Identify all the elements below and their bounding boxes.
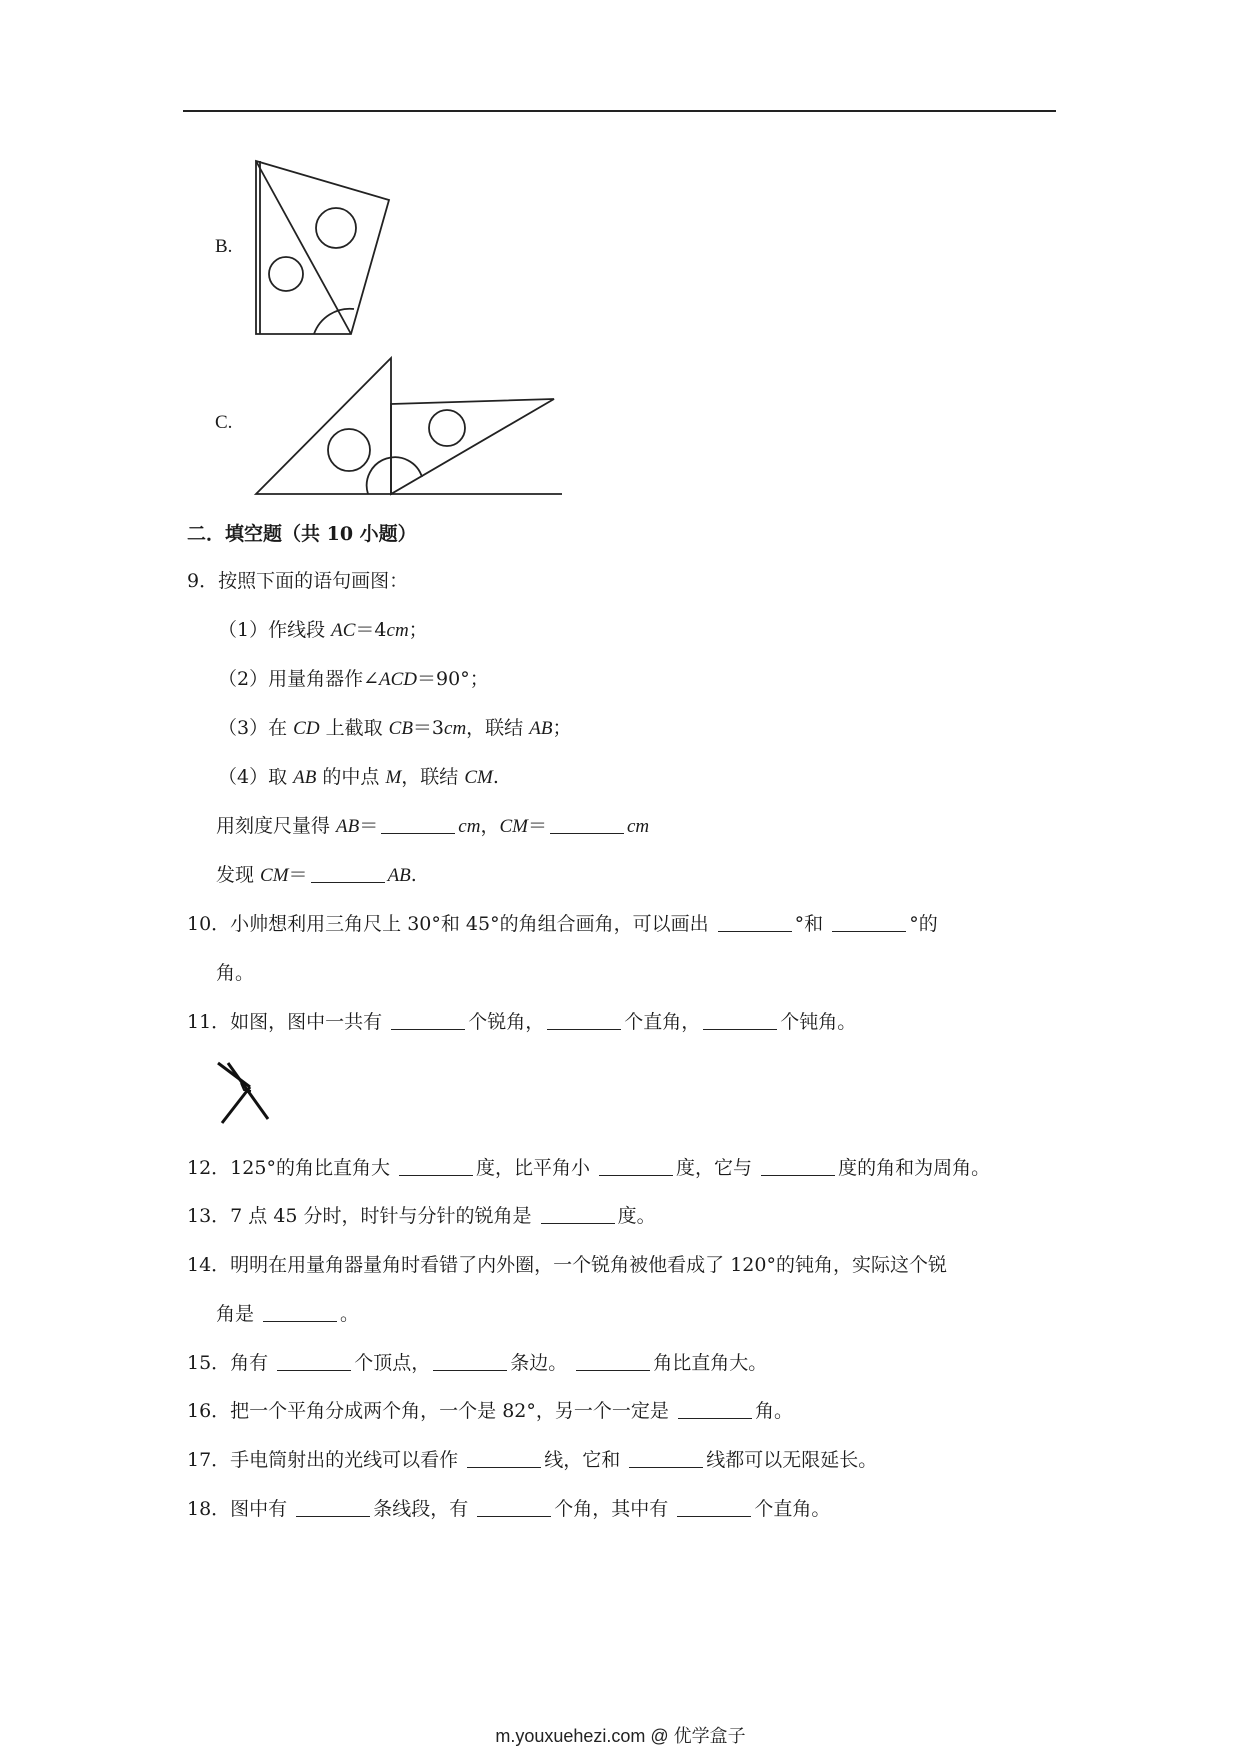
q10-line1: 10．小帅想利用三角尺上 30°和 45°的角组合画角，可以画出 °和 °的 [187, 913, 938, 935]
q16: 16．把一个平角分成两个角，一个是 82°，另一个一定是 角。 [187, 1400, 793, 1422]
option-c-label: C. [215, 412, 233, 433]
footer-watermark: m.youxuehezi.com @ 优学盒子 [495, 1726, 746, 1746]
answer-blank[interactable] [677, 1498, 751, 1517]
answer-blank[interactable] [381, 815, 455, 834]
q9-intro: 9．按照下面的语句画图： [187, 570, 409, 592]
option-c-figure [250, 352, 562, 500]
circle-hole-small [269, 257, 303, 291]
q13: 13．7 点 45 分时，时针与分针的锐角是 度。 [187, 1205, 656, 1227]
q9-step3: （3）在 CD 上截取 CB＝3cm，联结 AB； [218, 717, 572, 739]
q9-step1: （1）作线段 AC＝4cm； [218, 619, 428, 641]
circle-hole-left [328, 429, 370, 471]
answer-blank[interactable] [547, 1011, 621, 1030]
option-b-figure [250, 155, 400, 340]
triangle-45 [256, 358, 391, 494]
answer-blank[interactable] [761, 1157, 835, 1176]
set-square-quadrilateral [256, 161, 389, 334]
triangle-30 [391, 399, 554, 494]
answer-blank[interactable] [296, 1498, 370, 1517]
answer-blank[interactable] [599, 1157, 673, 1176]
q18: 18．图中有 条线段，有 个角，其中有 个直角。 [187, 1498, 831, 1520]
q14-line1: 14．明明在用量角器量角时看错了内外圈，一个锐角被他看成了 120°的钝角，实际这个锐 [187, 1254, 947, 1276]
answer-blank[interactable] [541, 1205, 615, 1224]
q11: 11．如图，图中一共有 个锐角， 个直角， 个钝角。 [187, 1011, 857, 1033]
q10-line2: 角。 [216, 962, 255, 984]
q9-measure: 用刻度尺量得 AB＝ cm，CM＝ cm [216, 815, 650, 837]
answer-blank[interactable] [263, 1303, 337, 1322]
circle-hole-large [316, 208, 356, 248]
q15: 15．角有 个顶点， 条边。 角比直角大。 [187, 1352, 768, 1374]
q17: 17．手电筒射出的光线可以看作 线，它和 线都可以无限延长。 [187, 1449, 878, 1471]
answer-blank[interactable] [467, 1449, 541, 1468]
circle-hole-right [429, 410, 465, 446]
answer-blank[interactable] [399, 1157, 473, 1176]
answer-blank[interactable] [718, 913, 792, 932]
answer-blank[interactable] [477, 1498, 551, 1517]
q14-line2: 角是 。 [216, 1303, 360, 1325]
q9-step2: （2）用量角器作∠ACD＝90°； [218, 668, 489, 690]
answer-blank[interactable] [311, 864, 385, 883]
angle-arc [367, 457, 422, 494]
answer-blank[interactable] [277, 1352, 351, 1371]
answer-blank[interactable] [832, 913, 906, 932]
q11-angle-figure [214, 1057, 274, 1129]
header-rule [183, 110, 1056, 112]
option-b-label: B. [215, 236, 233, 257]
answer-blank[interactable] [703, 1011, 777, 1030]
answer-blank[interactable] [629, 1449, 703, 1468]
q9-find: 发现 CM＝ AB. [216, 864, 417, 886]
answer-blank[interactable] [678, 1400, 752, 1419]
answer-blank[interactable] [576, 1352, 650, 1371]
q9-step4: （4）取 AB 的中点 M，联结 CM. [218, 766, 499, 788]
q12: 12．125°的角比直角大 度，比平角小 度，它与 度的角和为周角。 [187, 1157, 991, 1179]
section-heading: 二．填空题（共 10 小题） [187, 523, 417, 545]
answer-blank[interactable] [433, 1352, 507, 1371]
answer-blank[interactable] [550, 815, 624, 834]
answer-blank[interactable] [391, 1011, 465, 1030]
